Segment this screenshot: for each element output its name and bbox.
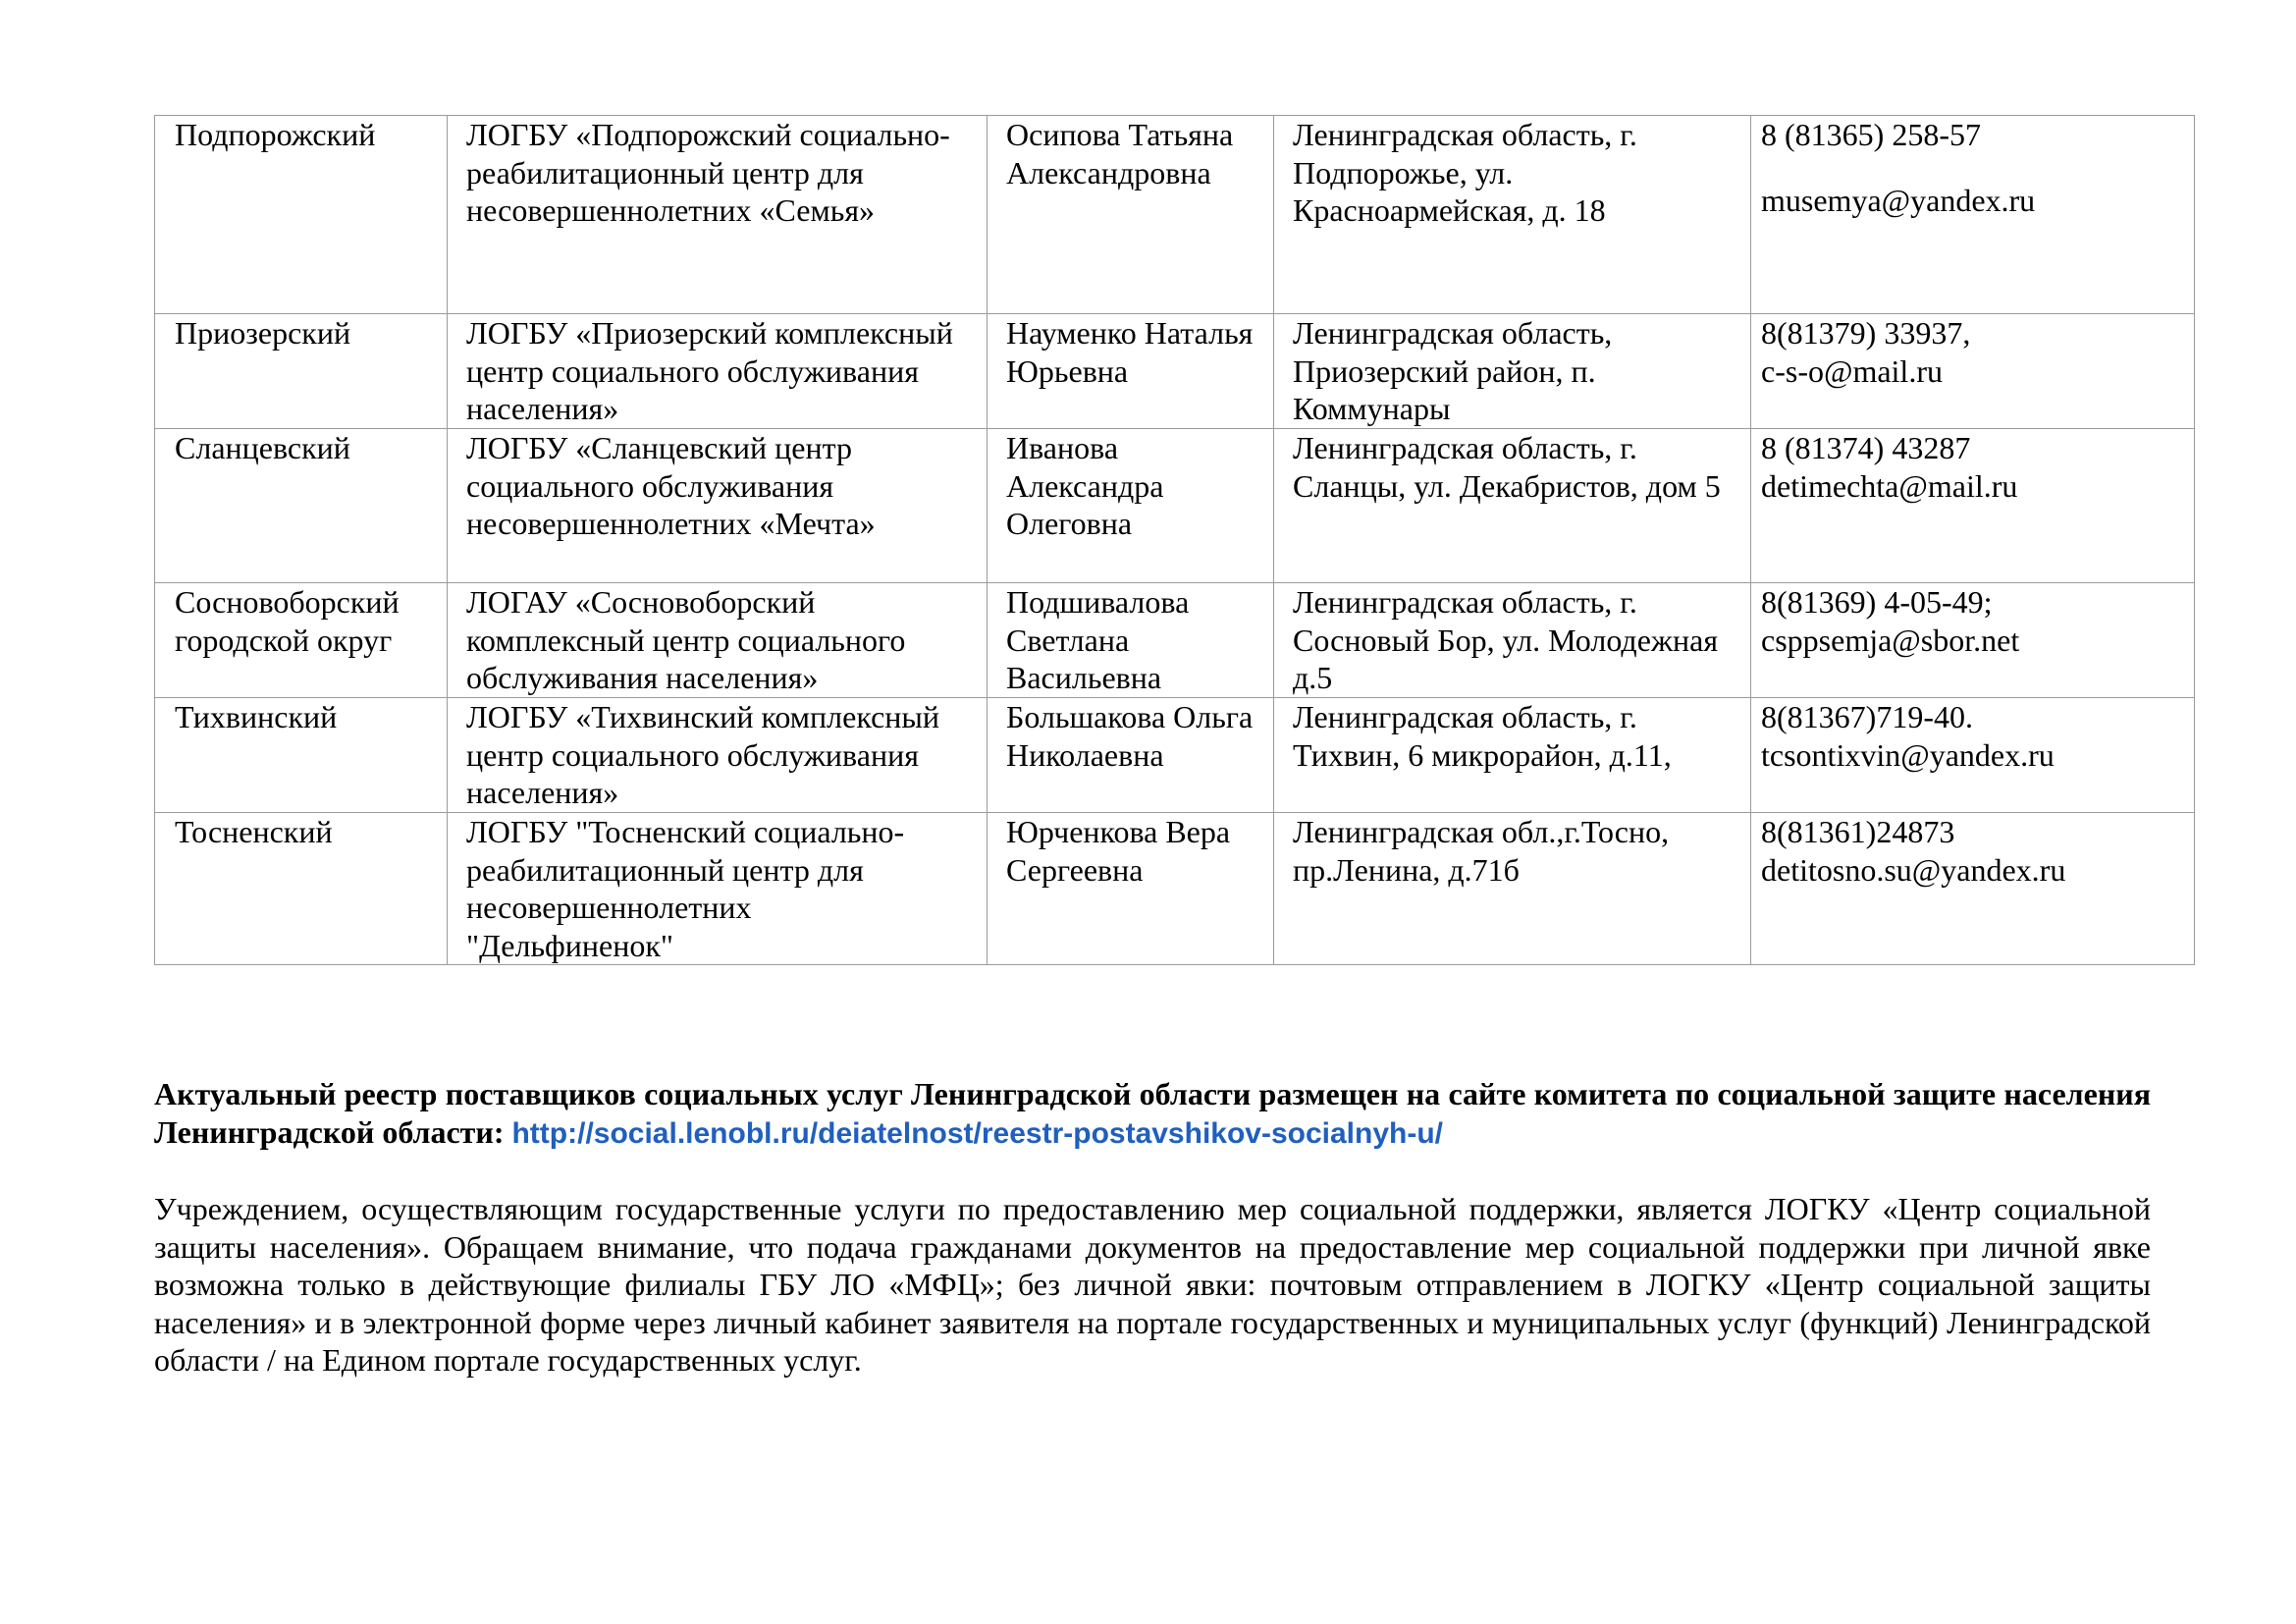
providers-table-body	[155, 116, 2195, 965]
address-line: Ленинградская область, г.	[1293, 584, 1637, 620]
table-row	[155, 314, 2195, 429]
address-line: Ленинградская обл.,г.Тосно,	[1293, 814, 1670, 849]
contact-cell	[1751, 429, 2195, 583]
head-cell	[988, 314, 1274, 429]
head-line: Олеговна	[1006, 506, 1133, 541]
head-cell	[988, 583, 1274, 698]
district-line: Тосненский	[175, 814, 333, 849]
contact-cell	[1751, 583, 2195, 698]
address-line: Ленинградская область, г.	[1293, 117, 1637, 152]
district-cell	[155, 583, 448, 698]
email-text: tcsontixvin@yandex.ru	[1761, 736, 2055, 773]
head-cell	[988, 429, 1274, 583]
address-line: Ленинградская область, г.	[1293, 430, 1637, 465]
address-line: Ленинградская область,	[1293, 315, 1613, 351]
address-cell	[1274, 429, 1751, 583]
address-cell	[1274, 698, 1751, 813]
email-text: c-s-o@mail.ru	[1761, 352, 1943, 389]
organization-line: несовершеннолетних «Мечта»	[466, 506, 876, 541]
address-line: Сланцы, ул. Декабристов, дом 5	[1293, 467, 1721, 504]
head-line: Иванова	[1006, 430, 1119, 465]
info-paragraph: Учреждением, осуществляющим государственные услуги по предоставлению мер социальной поддержки, является ЛОГКУ «Центр социальной защиты населения». Обращаем внимание, что подача гражданами документов на предоставление мер социальной поддержки при личной явке возможна только в действующие филиалы ГБУ ЛО «МФЦ»; без личной явки: почтовым отправлением в ЛОГКУ «Центр социальной защиты населения» и в электронной форме через личный кабинет заявителя на портале государственных и муниципальных услуг (функций) Ленинградской области / на Едином портале государственных услуг.	[154, 1191, 2151, 1378]
email-text: detimechta@mail.ru	[1761, 467, 2018, 504]
contact-cell	[1751, 116, 2195, 314]
organization-line: ЛОГБУ "Тосненский социально-	[466, 814, 905, 849]
organization-cell	[448, 314, 988, 429]
organization-line: ЛОГБУ «Тихвинский комплексный	[466, 699, 940, 734]
head-line: Сергеевна	[1006, 851, 1144, 888]
organization-line: ЛОГБУ «Сланцевский центр	[466, 430, 852, 465]
address-cell	[1274, 813, 1751, 965]
organization-line: комплексный центр социального	[466, 622, 906, 658]
head-line: Николаевна	[1006, 736, 1164, 773]
organization-line: реабилитационный центр для	[466, 154, 864, 190]
organization-line: обслуживания населения»	[466, 660, 819, 695]
organization-line: реабилитационный центр для	[466, 851, 864, 888]
address-cell	[1274, 314, 1751, 429]
phone-text: 8(81367)719-40.	[1761, 699, 1973, 734]
phone-text: 8(81369) 4-05-49;	[1761, 584, 1993, 620]
table-row	[155, 583, 2195, 698]
district-line: Подпорожский	[175, 117, 376, 152]
district-line: городской округ	[175, 622, 393, 658]
registry-notice	[154, 1075, 2151, 1153]
district-line: Сосновоборский	[175, 584, 400, 620]
phone-text: 8(81379) 33937,	[1761, 315, 1971, 351]
address-line: Коммунары	[1293, 391, 1451, 426]
address-cell	[1274, 583, 1751, 698]
email-text: musemya@yandex.ru	[1761, 182, 2036, 218]
registry-notice-text: Актуальный реестр поставщиков социальных услуг Ленинградской области размещен на сайте комитета по социальной защите населения Ленинградской области:	[154, 1076, 2151, 1150]
address-line: Красноармейская, д. 18	[1293, 192, 1606, 228]
email-text: csppsemja@sbor.net	[1761, 622, 2020, 658]
organization-cell	[448, 813, 988, 965]
head-line: Александра	[1006, 467, 1164, 504]
table-row	[155, 813, 2195, 965]
organization-line: ЛОГБУ «Подпорожский социально-	[466, 117, 950, 152]
address-line: Подпорожье, ул.	[1293, 154, 1514, 190]
table-row	[155, 429, 2195, 583]
phone-text: 8(81361)24873	[1761, 814, 1955, 849]
organization-line: несовершеннолетних «Семья»	[466, 192, 876, 228]
head-line: Большакова Ольга	[1006, 699, 1254, 734]
district-cell	[155, 116, 448, 314]
organization-line: ЛОГБУ «Приозерский комплексный	[466, 315, 953, 351]
address-line: Ленинградская область, г.	[1293, 699, 1637, 734]
district-cell	[155, 314, 448, 429]
address-line: Приозерский район, п.	[1293, 352, 1596, 389]
spacer	[1761, 154, 2190, 182]
organization-cell	[448, 583, 988, 698]
district-line: Тихвинский	[175, 699, 338, 734]
head-line: Светлана	[1006, 622, 1130, 658]
district-line: Приозерский	[175, 315, 351, 351]
district-cell	[155, 429, 448, 583]
head-line: Науменко Наталья	[1006, 315, 1254, 351]
head-cell	[988, 813, 1274, 965]
address-line: Тихвин, 6 микрорайон, д.11,	[1293, 736, 1672, 773]
head-cell	[988, 698, 1274, 813]
district-cell	[155, 813, 448, 965]
organization-line: "Дельфиненок"	[466, 927, 673, 963]
head-line: Осипова Татьяна	[1006, 117, 1234, 152]
table-row	[155, 116, 2195, 314]
organization-line: центр социального обслуживания	[466, 736, 919, 773]
address-line: д.5	[1293, 660, 1333, 695]
head-line: Васильевна	[1006, 660, 1162, 695]
providers-table	[154, 115, 2195, 965]
address-line: Сосновый Бор, ул. Молодежная	[1293, 622, 1719, 658]
head-line: Подшивалова	[1006, 584, 1190, 620]
contact-cell	[1751, 314, 2195, 429]
phone-text: 8 (81374) 43287	[1761, 430, 1971, 465]
organization-cell	[448, 116, 988, 314]
organization-line: социального обслуживания	[466, 467, 834, 504]
organization-line: населения»	[466, 391, 619, 426]
head-line: Юрченкова Вера	[1006, 814, 1231, 849]
email-text: detitosno.su@yandex.ru	[1761, 851, 2066, 888]
head-line: Юрьевна	[1006, 352, 1129, 389]
district-line: Сланцевский	[175, 430, 350, 465]
contact-cell	[1751, 813, 2195, 965]
contact-cell	[1751, 698, 2195, 813]
organization-line: центр социального обслуживания	[466, 352, 919, 389]
table-row	[155, 698, 2195, 813]
organization-line: населения»	[466, 775, 619, 810]
phone-text: 8 (81365) 258-57	[1761, 117, 1981, 152]
registry-link[interactable]: http://social.lenobl.ru/deiatelnost/reestr-postavshikov-socialnyh-u/	[511, 1116, 1443, 1150]
head-line: Александровна	[1006, 154, 1211, 190]
address-line: пр.Ленина, д.71б	[1293, 851, 1520, 888]
organization-line: ЛОГАУ «Сосновоборский	[466, 584, 816, 620]
district-cell	[155, 698, 448, 813]
head-cell	[988, 116, 1274, 314]
organization-cell	[448, 429, 988, 583]
organization-cell	[448, 698, 988, 813]
address-cell	[1274, 116, 1751, 314]
organization-line: несовершеннолетних	[466, 890, 752, 925]
